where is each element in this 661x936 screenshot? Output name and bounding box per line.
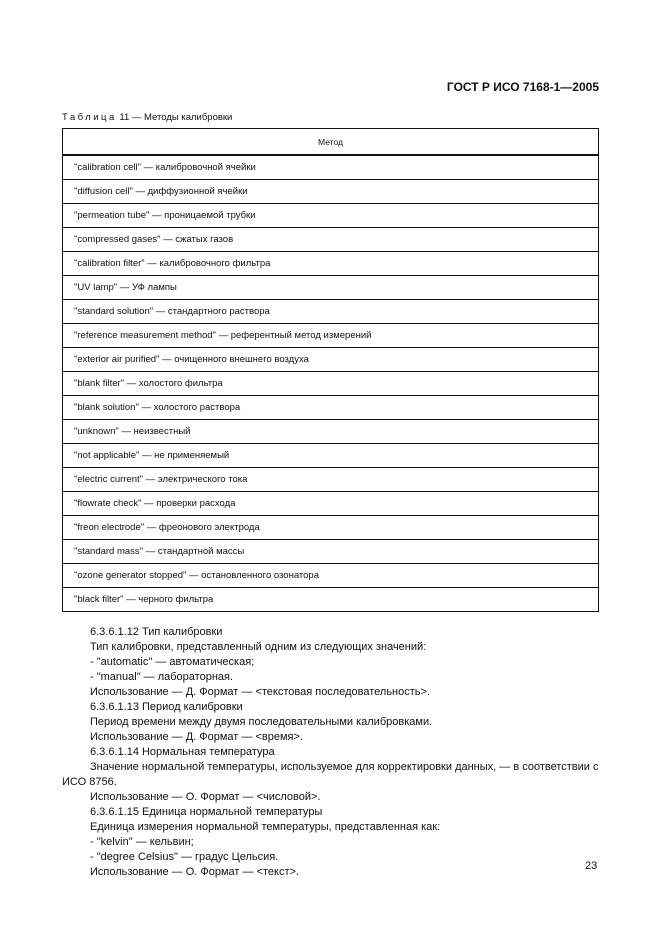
- table-cell: "blank solution" — холостого раствора: [63, 396, 599, 420]
- text-line: 6.3.6.1.12 Тип калибровки: [90, 626, 223, 638]
- text-line: 6.3.6.1.14 Нормальная температура: [90, 746, 275, 758]
- table-row: [63, 276, 599, 300]
- table-row: [63, 396, 599, 420]
- table-row: [63, 420, 599, 444]
- text-line: 6.3.6.1.15 Единица нормальной температуры: [90, 806, 323, 818]
- text-line: Использование — О. Формат — <числовой>.: [90, 791, 321, 803]
- text-line: 6.3.6.1.13 Период калибровки: [90, 701, 243, 713]
- table-cell: "diffusion cell" — диффузионной ячейки: [63, 180, 599, 204]
- table-row: [63, 588, 599, 612]
- text-line: ИСО 8756.: [62, 776, 117, 788]
- table-cell: "exterior air purified" — очищенного внешнего воздуха: [63, 348, 599, 372]
- text-line: - "manual" — лабораторная.: [90, 671, 234, 683]
- table-row: [63, 204, 599, 228]
- table-cell: "standard mass" — стандартной массы: [63, 540, 599, 564]
- table-row: [63, 540, 599, 564]
- table-caption-title: 11 — Методы калибровки: [116, 112, 233, 123]
- table-cell: "flowrate check" — проверки расхода: [63, 492, 599, 516]
- table-cell: "standard solution" — стандартного раствора: [63, 300, 599, 324]
- table-cell: "calibration filter" — калибровочного фильтра: [63, 252, 599, 276]
- table-row: [63, 348, 599, 372]
- table-cell: "black filter" — черного фильтра: [63, 588, 599, 612]
- text-line: Тип калибровки, представленный одним из следующих значений:: [90, 641, 427, 653]
- page-number: 23: [585, 860, 598, 872]
- text-line: Использование — Д. Формат — <время>.: [90, 731, 303, 743]
- text-line: Значение нормальной температуры, используемое для корректировки данных, — в соответствии с: [90, 761, 599, 773]
- table-row: [63, 252, 599, 276]
- table-row: [63, 516, 599, 540]
- text-line: - "automatic" — автоматическая;: [90, 656, 255, 668]
- table-cell: "compressed gases" — сжатых газов: [63, 228, 599, 252]
- table-cell: "ozone generator stopped" — остановленного озонатора: [63, 564, 599, 588]
- text-line: - "kelvin" — кельвин;: [90, 836, 194, 848]
- table-row: [63, 564, 599, 588]
- table-row: [63, 155, 599, 180]
- table-row: [63, 324, 599, 348]
- text-line: Использование — О. Формат — <текст>.: [90, 866, 299, 878]
- table-cell: "UV lamp" — УФ лампы: [63, 276, 599, 300]
- table-cell: "calibration cell" — калибровочной ячейки: [63, 155, 599, 180]
- body-text: [62, 625, 602, 880]
- text-line: Единица измерения нормальной температуры, представленная как:: [90, 821, 441, 833]
- text-line: Использование — Д. Формат — <текстовая последовательность>.: [90, 686, 430, 698]
- table-row: [63, 300, 599, 324]
- table-row: [63, 468, 599, 492]
- column-header-method: Метод: [63, 129, 599, 156]
- text-line: Период времени между двумя последовательными калибровками.: [90, 716, 433, 728]
- table-row: [63, 444, 599, 468]
- table-caption: [62, 112, 232, 123]
- table-row: [63, 228, 599, 252]
- text-line: - "degree Celsius" — градус Цельсия.: [90, 851, 279, 863]
- table-cell: "permeation tube" — проницаемой трубки: [63, 204, 599, 228]
- table-row: [63, 372, 599, 396]
- calibration-methods-table: [62, 128, 599, 612]
- table-row: [63, 492, 599, 516]
- table-cell: "electric current" — электрического тока: [63, 468, 599, 492]
- table-cell: "freon electrode" — фреонового электрода: [63, 516, 599, 540]
- table-cell: "not applicable" — не применяемый: [63, 444, 599, 468]
- table-caption-prefix: Таблица: [62, 112, 117, 123]
- table-cell: "unknown" — неизвестный: [63, 420, 599, 444]
- table-row: [63, 180, 599, 204]
- standard-number: ГОСТ Р ИСО 7168-1—2005: [446, 80, 599, 94]
- table-cell: "reference measurement method" — референтный метод измерений: [63, 324, 599, 348]
- table-cell: "blank filter" — холостого фильтра: [63, 372, 599, 396]
